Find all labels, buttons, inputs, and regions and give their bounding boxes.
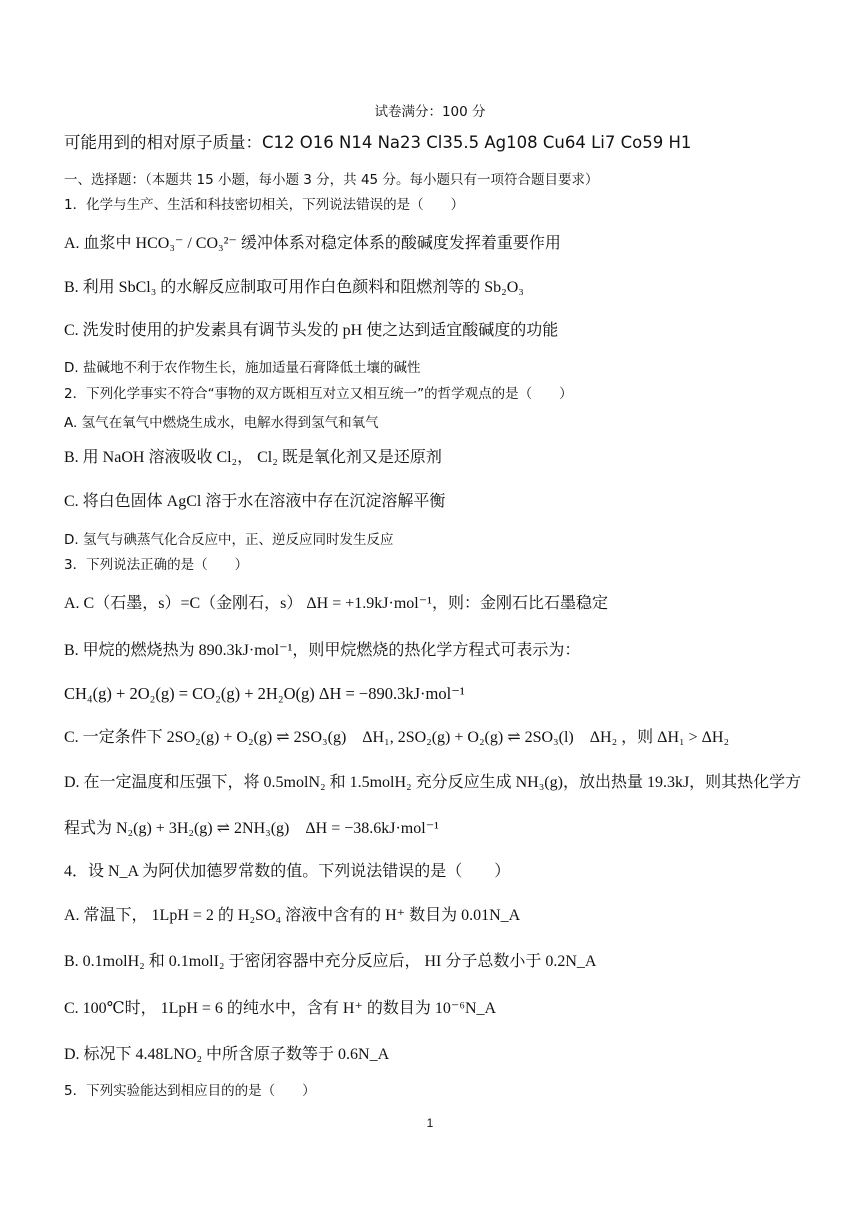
question-4-option-a: A. 常温下， 1LpH = 2 的 H₂SO₄ 溶液中含有的 H⁺ 数目为 0.01N_A bbox=[64, 907, 521, 924]
question-2-option-c: C. 将白色固体 AgCl 溶于水在溶液中存在沉淀溶解平衡 bbox=[64, 493, 446, 510]
section-title: 一、选择题：（本题共 15 小题，每小题 3 分，共 45 分。每小题只有一项符合题目要求） bbox=[64, 172, 599, 188]
full-score: 试卷满分：100 分 bbox=[374, 104, 486, 120]
question-5-stem: 5．下列实验能达到相应目的的是（ ） bbox=[64, 1083, 316, 1099]
question-2-option-b: B. 用 NaOH 溶液吸收 Cl₂， Cl₂ 既是氧化剂又是还原剂 bbox=[64, 449, 442, 466]
question-3-option-a: A. C（石墨，s）=C（金刚石，s） ΔH = +1.9kJ·mol⁻¹，则：金刚石比石墨稳定 bbox=[64, 595, 608, 612]
question-3-stem: 3．下列说法正确的是（ ） bbox=[64, 557, 249, 573]
question-4-option-c: C. 100℃时， 1LpH = 6 的纯水中，含有 H⁺ 的数目为 10⁻⁶N_A bbox=[64, 1000, 497, 1017]
question-2-stem: 2．下列化学事实不符合“事物的双方既相互对立又相互统一”的哲学观点的是（ ） bbox=[64, 386, 573, 402]
question-3-option-d-continued: 程式为 N₂(g) + 3H₂(g) ⇌ 2NH₃(g) ΔH = −38.6kJ·mol⁻¹ bbox=[64, 820, 439, 837]
question-4-stem: 4．设 N_A 为阿伏加德罗常数的值。下列说法错误的是（ ） bbox=[64, 863, 511, 880]
question-4-option-b: B. 0.1molH₂ 和 0.1molI₂ 于密闭容器中充分反应后， HI 分子总数小于 0.2N_A bbox=[64, 953, 597, 970]
question-1-option-d: D. 盐碱地不利于农作物生长，施加适量石膏降低土壤的碱性 bbox=[64, 360, 421, 376]
atomic-masses: 可能用到的相对原子质量：C12 O16 N14 Na23 Cl35.5 Ag108 Cu64 Li7 Co59 H1 bbox=[64, 133, 692, 152]
question-2-option-d: D. 氢气与碘蒸气化合反应中，正、逆反应同时发生反应 bbox=[64, 532, 394, 548]
question-3-option-b: B. 甲烷的燃烧热为 890.3kJ·mol⁻¹，则甲烷燃烧的热化学方程式可表示为： bbox=[64, 642, 581, 659]
question-3-option-d: D. 在一定温度和压强下，将 0.5molN₂ 和 1.5molH₂ 充分反应生成 NH₃(g)，放出热量 19.3kJ，则其热化学方 bbox=[64, 774, 802, 791]
question-1-stem: 1．化学与生产、生活和科技密切相关，下列说法错误的是（ ） bbox=[64, 197, 465, 213]
question-3-option-c: C. 一定条件下 2SO₂(g) + O₂(g) ⇌ 2SO₃(g) ΔH₁, 2SO₂(g) + O₂(g) ⇌ 2SO₃(l) ΔH₂ ，则 ΔH₁ > ΔH₂ bbox=[64, 729, 730, 746]
question-4-option-d: D. 标况下 4.48LNO₂ 中所含原子数等于 0.6N_A bbox=[64, 1046, 390, 1063]
question-1-option-a: A. 血浆中 HCO₃⁻ / CO₃²⁻ 缓冲体系对稳定体系的酸碱度发挥着重要作用 bbox=[64, 235, 561, 252]
page-number: 1 bbox=[426, 1116, 434, 1130]
question-1-option-b: B. 利用 SbCl₃ 的水解反应制取可用作白色颜料和阻燃剂等的 Sb₂O₃ bbox=[64, 279, 524, 296]
question-3-option-b-equation: CH₄(g) + 2O₂(g) = CO₂(g) + 2H₂O(g) ΔH = −890.3kJ·mol⁻¹ bbox=[64, 684, 465, 703]
question-1-option-c: C. 洗发时使用的护发素具有调节头发的 pH 使之达到适宜酸碱度的功能 bbox=[64, 322, 559, 339]
question-2-option-a: A. 氢气在氧气中燃烧生成水，电解水得到氢气和氧气 bbox=[64, 415, 379, 431]
